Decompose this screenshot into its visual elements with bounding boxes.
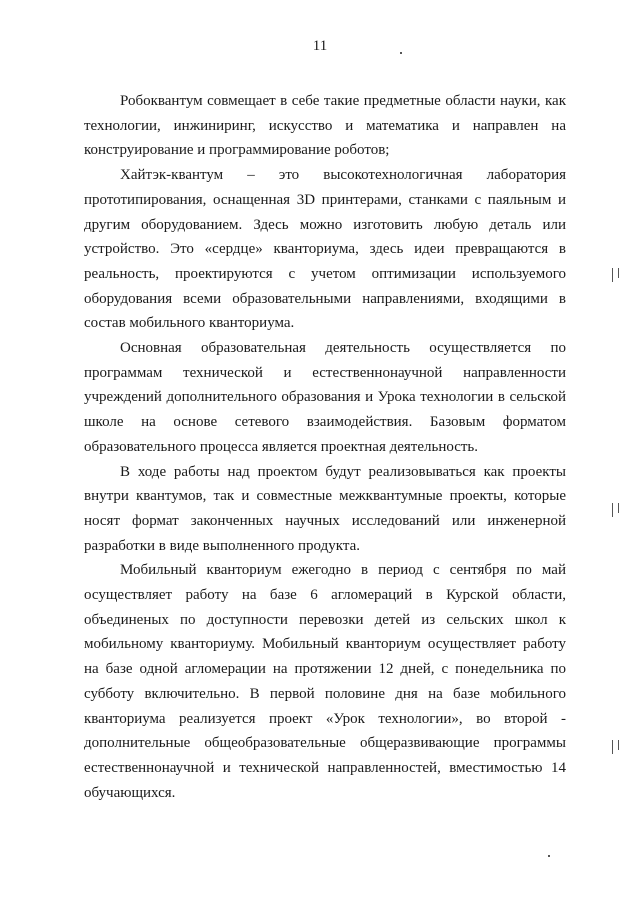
scan-speck	[618, 503, 619, 513]
paragraph-project-work: В ходе работы над проектом будут реализовываться как проекты внутри квантумов, так и совместные межквантумные проекты, которые носят формат законченных научных исследований или инженерной разработки в виде выполненного продукта.	[84, 463, 566, 554]
paragraph-hitech-kvantum: Хайтэк-квантум – это высокотехнологичная лаборатория прототипирования, оснащенная 3D принтерами, станками с паяльным и другим оборудованием. Здесь можно изготовить любую деталь или устройство. Это «сердце» кванториума, здесь идеи превращаются в реальность, проектируются с учетом оптимизации используемого оборудования всеми образовательными направлениями, входящими в состав мобильного кванториума.	[84, 167, 566, 332]
scan-speck	[548, 855, 550, 857]
paragraph-mobile-kvantorium: Мобильный кванториум ежегодно в период с сентября по май осуществляет работу на базе 6 агломераций в Курской области, объединеных по доступности перевозки детей из сельских школ к мобильному кванториуму. Мобильный кванториум осуществляет работу на базе одной агломерации на протяжении 12 дней, с понедельника по субботу включительно. В первой половине дня на базе мобильного кванториума реализуется проект «Урок технологии», во второй - дополнительные общеобразовательные общеразвивающие программы естественнонаучной и технической направленностей, вместимостью 14 обучающихся.	[84, 562, 566, 801]
paragraph-main-activity: Основная образовательная деятельность осуществляется по программам технической и естественнонаучной направленности учреждений дополнительного образования и Урока технологии в сельской школе на основе сетевого взаимодействия. Базовым форматом образовательного процесса является проектная деятельность.	[84, 340, 566, 455]
scan-speck	[618, 740, 619, 750]
scan-speck	[400, 52, 402, 54]
scan-speck	[612, 740, 613, 754]
scan-speck	[612, 503, 613, 517]
page-number: 11	[312, 38, 328, 54]
scan-speck	[612, 268, 613, 282]
scan-speck	[618, 268, 619, 278]
paragraph-robokvantum: Робоквантум совмещает в себе такие предметные области науки, как технологии, инжиниринг, искусство и математика и направлен на конструирование и программирование роботов;	[84, 93, 566, 159]
document-body	[84, 89, 566, 805]
